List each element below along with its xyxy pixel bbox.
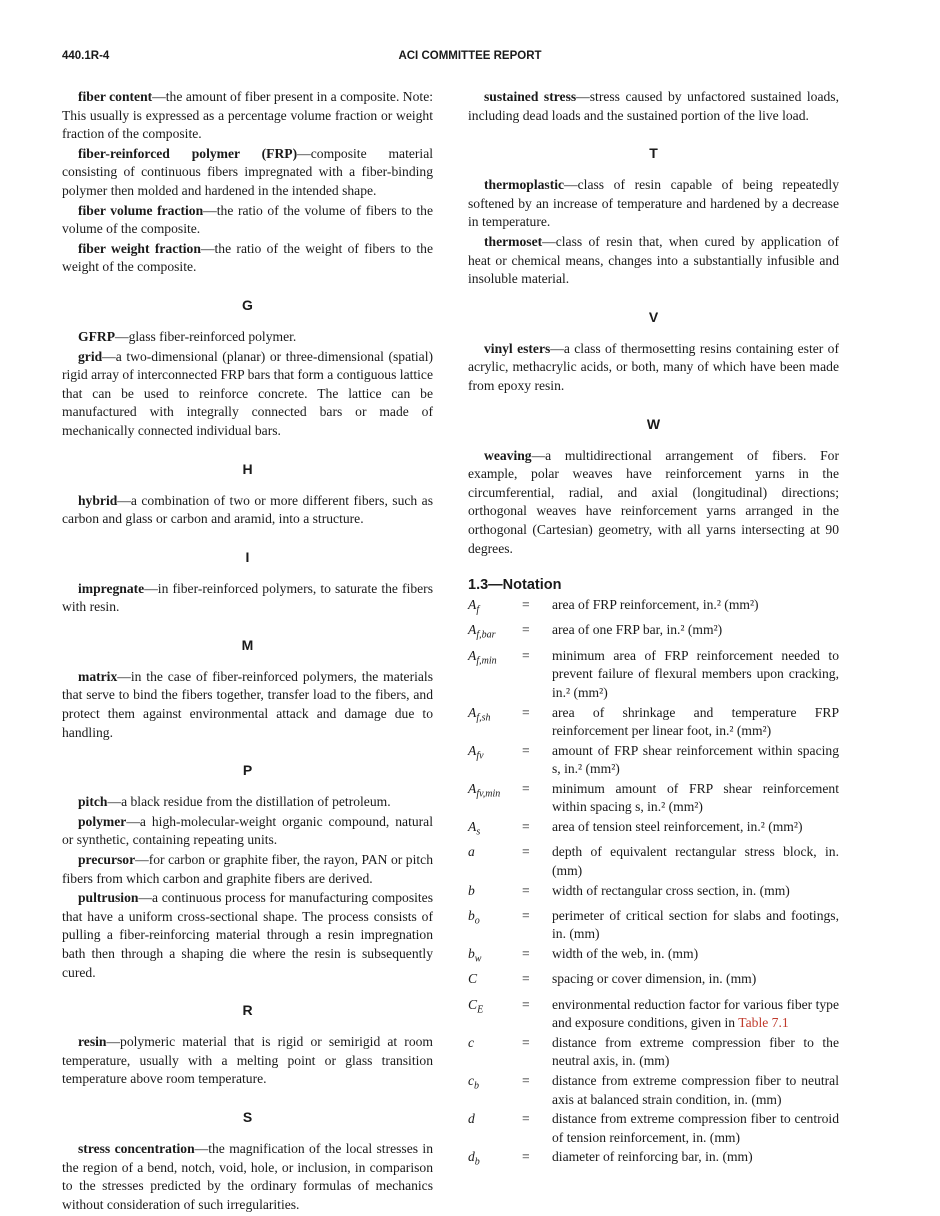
- notation-row-afvmin: [468, 780, 839, 817]
- notation-symbol: [468, 621, 522, 645]
- notation-symbol: [468, 1110, 522, 1147]
- notation-definition: distance from extreme compression fiber to centroid of tension reinforcement, in. (mm): [552, 1111, 839, 1145]
- notation-definition: area of tension steel reinforcement, in.² (mm²): [552, 819, 803, 835]
- notation-symbol: [468, 970, 522, 994]
- definition-fiber-weight-fraction: [62, 240, 433, 277]
- symbol-base: c: [468, 1034, 475, 1050]
- definition-fiber-content: [62, 88, 433, 144]
- definition-text: —stress caused by unfactored sustained loads, including dead loads and the sustained portion of the live load.: [468, 89, 839, 123]
- notation-symbol: [468, 882, 522, 906]
- symbol-base: A: [468, 597, 477, 613]
- definition-thermoplastic: [468, 176, 839, 232]
- notation-symbol: [468, 945, 522, 969]
- definition-text: —class of resin that, when cured by application of heat or chemical means, changes into a substantially infusible and insoluble material.: [468, 233, 839, 287]
- notation-symbol: [468, 843, 522, 880]
- notation-row-c: [468, 1034, 839, 1071]
- definition-precursor: [62, 851, 433, 888]
- notation-row-af: [468, 596, 839, 620]
- notation-definition-text: environmental reduction factor for various fiber type and exposure conditions, given in: [552, 996, 839, 1031]
- notation-symbol: [468, 647, 522, 703]
- definition-text: —the ratio of the weight of fibers to the weight of the composite.: [62, 240, 434, 275]
- equals-sign: =: [522, 971, 530, 987]
- equals-sign: =: [522, 907, 530, 923]
- notation-definition: [552, 996, 839, 1033]
- notation-row-CE: [468, 996, 839, 1033]
- term: fiber volume fraction: [78, 202, 204, 218]
- notation-row-C: [468, 970, 839, 994]
- equals-sign: =: [522, 1073, 530, 1089]
- term: fiber weight fraction: [78, 240, 201, 256]
- term: impregnate: [78, 580, 145, 596]
- symbol-subscript: E: [477, 1004, 484, 1016]
- notation-definition: diameter of reinforcing bar, in. (mm): [552, 1149, 753, 1165]
- definition-grid: [62, 348, 433, 441]
- symbol-subscript: f,bar: [476, 630, 496, 642]
- definition-fiber-volume-fraction: [62, 202, 433, 239]
- definition-text: —the magnification of the local stresses in the region of a bend, notch, void, hole, or inclusion, in comparison to the stresses predicted by the ordinary formulas of mechanics without consideration of such irregularities.: [62, 1140, 433, 1212]
- notation-row-a: [468, 843, 839, 880]
- symbol-subscript: b: [474, 1157, 480, 1169]
- section-letter-m: M: [241, 636, 254, 653]
- symbol-subscript: s: [476, 826, 481, 838]
- equals-sign: =: [522, 996, 530, 1012]
- symbol-subscript: f: [476, 604, 480, 616]
- term: fiber content: [78, 89, 153, 104]
- definition-vinyl-esters: [468, 340, 839, 396]
- term: vinyl esters: [484, 340, 551, 356]
- equals-sign: =: [522, 597, 530, 613]
- notation-symbol: [468, 596, 522, 620]
- notation-definition: depth of equivalent rectangular stress block, in. (mm): [552, 844, 839, 878]
- notation-definition: perimeter of critical section for slabs and footings, in. (mm): [552, 907, 839, 942]
- definition-text: —glass fiber-reinforced polymer.: [115, 328, 297, 344]
- section-letter-i: I: [245, 548, 250, 565]
- symbol-base: C: [468, 996, 478, 1012]
- equals-sign: =: [522, 844, 530, 860]
- symbol-subscript: fv: [476, 750, 484, 762]
- notation-row-cb: [468, 1072, 839, 1109]
- notation-row-b: [468, 882, 839, 906]
- notation-definition: area of one FRP bar, in.² (mm²): [552, 622, 723, 638]
- definition-resin: [62, 1033, 433, 1089]
- definition-stress-concentration: [62, 1140, 433, 1214]
- definition-text: —for carbon or graphite fiber, the rayon, PAN or pitch fibers from which carbon and graphite fibers are derived.: [62, 852, 433, 886]
- notation-definition: distance from extreme compression fiber to the neutral axis, in. (mm): [552, 1034, 839, 1069]
- definition-gfrp: [62, 328, 433, 347]
- symbol-subscript: fv,min: [476, 788, 501, 800]
- definition-text: —a class of thermosetting resins containing ester of acrylic, methacrylic acids, or both, many of which have been made from epoxy resin.: [468, 340, 839, 393]
- notation-row-d: [468, 1110, 839, 1147]
- notation-symbol: [468, 996, 522, 1033]
- notation-definition: width of the web, in. (mm): [552, 946, 699, 962]
- definition-text: —a continuous process for manufacturing composites that have a uniform cross-sectional shape. The process consists of pulling a fiber-reinforcing material through a resin impregnation bath then through a shaping die where the resin is subsequently cured.: [62, 890, 433, 980]
- notation-definition: area of FRP reinforcement, in.² (mm²): [552, 597, 759, 613]
- symbol-base: b: [468, 907, 475, 923]
- notation-symbol: [468, 1148, 522, 1172]
- definition-text: —polymeric material that is rigid or semirigid at room temperature, usually with a melting point or glass transition temperature above room temperature.: [62, 1034, 433, 1087]
- symbol-subscript: f,min: [476, 655, 497, 667]
- equals-sign: =: [522, 647, 530, 663]
- term: precursor: [78, 852, 136, 868]
- notation-row-bo: [468, 907, 839, 944]
- term: pitch: [78, 794, 108, 810]
- notation-row-afbar: [468, 621, 839, 645]
- equals-sign: =: [522, 946, 530, 962]
- notation-row-afmin: [468, 647, 839, 703]
- definition-text: —composite material consisting of continuous fibers impregnated with a fiber-binding polymer then molded and hardened in the intended shape.: [62, 145, 434, 198]
- equals-sign: =: [522, 704, 530, 720]
- equals-sign: =: [522, 742, 530, 758]
- section-letter-v: V: [648, 308, 659, 325]
- equals-sign: =: [522, 819, 530, 835]
- symbol-base: d: [468, 1149, 475, 1165]
- equals-sign: =: [522, 780, 530, 796]
- section-letter-s: S: [242, 1108, 253, 1125]
- term: polymer: [78, 813, 127, 829]
- definition-frp: [62, 145, 433, 201]
- notation-row-afsh: [468, 704, 839, 741]
- left-column: [62, 88, 433, 1215]
- definition-text: —in the case of fiber-reinforced polymers, the materials that serve to bind the fibers together, transfer load to the fibers, and protect them against environmental attack and damage due to handling.: [62, 668, 433, 740]
- definition-matrix: [62, 668, 433, 742]
- symbol-base: A: [468, 704, 477, 720]
- symbol-base: c: [468, 1073, 475, 1089]
- symbol-base: C: [468, 971, 478, 987]
- notation-definition: spacing or cover dimension, in. (mm): [552, 971, 757, 987]
- table-link[interactable]: Table 7.1: [738, 1015, 789, 1031]
- definition-impregnate: [62, 580, 433, 617]
- symbol-base: b: [468, 946, 475, 962]
- definition-sustained-stress: [468, 88, 839, 125]
- symbol-base: A: [468, 742, 477, 758]
- equals-sign: =: [522, 622, 530, 638]
- section-letter-p: P: [242, 762, 253, 779]
- definition-text: —a multidirectional arrangement of fibers. For example, polar weaves have reinforcement yarns in the circumferential, radial, and axial (longitudinal) directions; orthogonal weaves have reinforcement yarns arranged in the orthogonal (Cartesian) geometry, with all yarns intersecting at 90 degrees.: [468, 447, 839, 556]
- notation-row-db: [468, 1148, 839, 1172]
- notation-symbol: [468, 818, 522, 842]
- notation-symbol: [468, 704, 522, 741]
- section-letter-t: T: [649, 145, 658, 162]
- notation-symbol: [468, 780, 522, 817]
- notation-definition: distance from extreme compression fiber to neutral axis at balanced strain condition, in. (mm): [552, 1073, 839, 1107]
- definition-thermoset: [468, 233, 839, 289]
- notation-definition: width of rectangular cross section, in. (mm): [552, 882, 790, 898]
- definition-pitch: [62, 793, 433, 812]
- definition-weaving: [468, 447, 839, 559]
- definition-text: —a high-molecular-weight organic compound, natural or synthetic, containing repeating units.: [62, 813, 433, 848]
- notation-row-afv: [468, 742, 839, 779]
- term: matrix: [78, 668, 118, 684]
- term: weaving: [484, 447, 532, 463]
- symbol-base: a: [468, 844, 475, 860]
- page-number: 440.1R-4: [62, 50, 110, 62]
- definition-text: —the ratio of the volume of fibers to the volume of the composite.: [62, 202, 433, 237]
- notation-row-bw: [468, 945, 839, 969]
- term: resin: [78, 1034, 107, 1050]
- definition-polymer: [62, 813, 433, 850]
- term: fiber-reinforced polymer (FRP): [78, 145, 298, 161]
- term: thermoset: [484, 233, 543, 249]
- definition-text: —a combination of two or more different fibers, such as carbon and glass or carbon and aramid, into a structure.: [62, 492, 433, 527]
- term: stress concentration: [78, 1140, 195, 1156]
- definition-text: —a black residue from the distillation of petroleum.: [107, 794, 391, 810]
- notation-symbol: [468, 1034, 522, 1071]
- notation-definition: area of shrinkage and temperature FRP reinforcement per linear foot, in.² (mm²): [552, 704, 839, 739]
- notation-symbol: [468, 907, 522, 944]
- symbol-base: d: [468, 1111, 475, 1127]
- notation-row-as: [468, 818, 839, 842]
- symbol-base: b: [468, 882, 475, 898]
- term: grid: [78, 348, 103, 364]
- equals-sign: =: [522, 1149, 530, 1165]
- term: thermoplastic: [484, 177, 565, 193]
- term: hybrid: [78, 492, 118, 508]
- term: sustained stress: [484, 89, 577, 104]
- notation-definition: minimum amount of FRP shear reinforcement within spacing s, in.² (mm²): [552, 780, 839, 815]
- notation-definition: minimum area of FRP reinforcement needed to prevent failure of flexural members upon cracking, in.² (mm²): [552, 647, 839, 700]
- symbol-base: A: [468, 780, 477, 796]
- definition-pultrusion: [62, 889, 433, 982]
- definition-hybrid: [62, 492, 433, 529]
- section-letter-w: W: [646, 415, 661, 432]
- term: pultrusion: [78, 890, 139, 906]
- section-letter-g: G: [242, 296, 253, 313]
- symbol-base: A: [468, 819, 477, 835]
- symbol-base: A: [468, 647, 477, 663]
- right-column: [468, 88, 839, 1174]
- notation-symbol: [468, 1072, 522, 1109]
- running-header: ACI COMMITTEE REPORT: [398, 50, 542, 62]
- definition-text: —a two-dimensional (planar) or three-dimensional (spatial) rigid array of interconnected FRP bars that form a contiguous lattice that can be used to reinforce concrete. The lattice can be manufactured with integrally connected bars or made of mechanically connected individual bars.: [62, 348, 433, 438]
- term: GFRP: [78, 328, 115, 344]
- symbol-subscript: w: [474, 953, 482, 965]
- notation-heading: 1.3—Notation: [468, 577, 562, 594]
- definition-text: —in fiber-reinforced polymers, to saturate the fibers with resin.: [62, 580, 433, 615]
- definition-text: —the amount of fiber present in a composite. Note: This usually is expressed as a percentage volume fraction or weight fraction of the composite.: [62, 89, 434, 142]
- equals-sign: =: [522, 1034, 530, 1050]
- symbol-subscript: b: [474, 1080, 480, 1092]
- symbol-base: A: [468, 622, 477, 638]
- symbol-subscript: f,sh: [476, 712, 491, 724]
- equals-sign: =: [522, 882, 530, 898]
- definition-text: —class of resin capable of being repeatedly softened by an increase of temperature and hardened by a decrease in temperature.: [468, 177, 839, 230]
- equals-sign: =: [522, 1111, 530, 1127]
- section-letter-h: H: [242, 460, 253, 477]
- notation-definition: amount of FRP shear reinforcement within spacing s, in.² (mm²): [552, 742, 839, 777]
- section-letter-r: R: [242, 1002, 253, 1019]
- symbol-subscript: o: [474, 915, 480, 927]
- notation-symbol: [468, 742, 522, 779]
